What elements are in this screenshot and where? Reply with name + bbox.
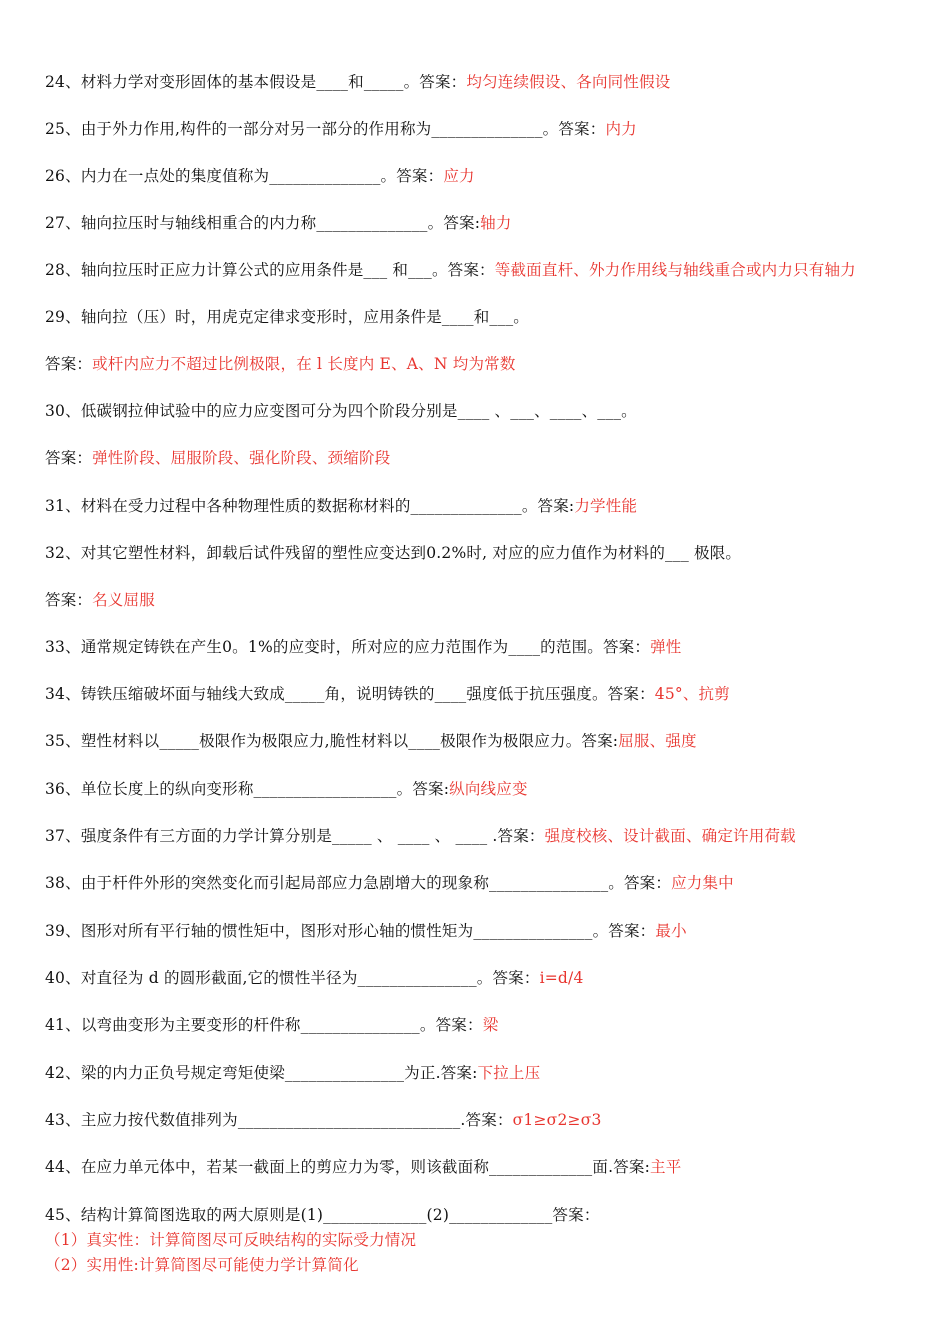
answer-text: 弹性阶段、屈服阶段、强化阶段、颈缩阶段 bbox=[92, 449, 391, 467]
question-text: 37、强度条件有三方面的力学计算分别是_____ 、 ____ 、 ____ .答案： bbox=[45, 827, 545, 845]
answer-label: 答案： bbox=[45, 355, 93, 373]
question-text: 32、对其它塑性材料，卸载后试件残留的塑性应变达到0.2%时, 对应的应力值作为材料的___ 极限。 bbox=[45, 544, 742, 562]
question-24 bbox=[45, 72, 670, 92]
question-41 bbox=[45, 1015, 498, 1035]
question-text: 41、以弯曲变形为主要变形的杆件称_______________。答案： bbox=[45, 1016, 483, 1034]
question-text: 25、由于外力作用,构件的一部分对另一部分的作用称为______________。答案： bbox=[45, 120, 606, 138]
question-text: 31、材料在受力过程中各种物理性质的数据称材料的______________。答案: bbox=[45, 497, 575, 515]
question-text: 43、主应力按代数值排列为____________________________.答案： bbox=[45, 1111, 513, 1129]
question-37 bbox=[45, 826, 796, 846]
question-text: 45、结构计算简图选取的两大原则是(1)_____________(2)_____________答案： bbox=[45, 1206, 600, 1224]
answer-text: 轴力 bbox=[480, 214, 512, 232]
answer-text: 下拉上压 bbox=[477, 1064, 541, 1082]
question-text: 33、通常规定铸铁在产生0。1%的应变时，所对应的应力范围作为____的范围。答案： bbox=[45, 638, 651, 656]
answer-text: （1）真实性：计算简图尽可反映结构的实际受力情况 bbox=[45, 1231, 417, 1249]
question-35 bbox=[45, 731, 697, 751]
question-27 bbox=[45, 213, 512, 233]
question-28 bbox=[45, 260, 856, 280]
question-44 bbox=[45, 1157, 681, 1177]
question-text: 30、低碳钢拉伸试验中的应力应变图可分为四个阶段分别是____ 、___、____、___。 bbox=[45, 402, 637, 420]
question-text: 35、塑性材料以_____极限作为极限应力,脆性材料以____极限作为极限应力。答案: bbox=[45, 732, 619, 750]
answer-text: i=d/4 bbox=[539, 969, 584, 987]
question-text: 40、对直径为 d 的圆形截面,它的惯性半径为_______________。答案： bbox=[45, 969, 540, 987]
answer-30 bbox=[45, 448, 390, 468]
question-25 bbox=[45, 119, 637, 139]
answer-text: 弹性 bbox=[650, 638, 682, 656]
answer-text: 强度校核、设计截面、确定许用荷载 bbox=[544, 827, 796, 845]
question-33 bbox=[45, 637, 681, 657]
answer-text: 应力集中 bbox=[671, 874, 734, 892]
question-40 bbox=[45, 968, 584, 988]
question-text: 27、轴向拉压时与轴线相重合的内力称______________。答案: bbox=[45, 214, 481, 232]
answer-29 bbox=[45, 354, 516, 374]
question-29 bbox=[45, 307, 529, 327]
answer-45-line-1 bbox=[45, 1230, 416, 1250]
answer-text: 等截面直杆、外力作用线与轴线重合或内力只有轴力 bbox=[494, 261, 856, 279]
answer-text: 主平 bbox=[650, 1158, 682, 1176]
question-text: 44、在应力单元体中，若某一截面上的剪应力为零，则该截面称_____________面.答案: bbox=[45, 1158, 651, 1176]
question-text: 24、材料力学对变形固体的基本假设是____和_____。答案： bbox=[45, 73, 467, 91]
question-32 bbox=[45, 543, 741, 563]
answer-text: 纵向线应变 bbox=[449, 780, 528, 798]
question-text: 26、内力在一点处的集度值称为______________。答案： bbox=[45, 167, 444, 185]
answer-text: 45°、抗剪 bbox=[654, 685, 730, 703]
question-text: 28、轴向拉压时正应力计算公式的应用条件是___ 和___。答案： bbox=[45, 261, 495, 279]
answer-label: 答案： bbox=[45, 449, 93, 467]
question-text: 42、梁的内力正负号规定弯矩使梁_______________为正.答案: bbox=[45, 1064, 478, 1082]
answer-text: 力学性能 bbox=[574, 497, 638, 515]
answer-text: 名义屈服 bbox=[92, 591, 155, 609]
question-38 bbox=[45, 873, 734, 893]
answer-text: 梁 bbox=[482, 1016, 499, 1034]
answer-45-line-2 bbox=[45, 1255, 359, 1275]
answer-text: 内力 bbox=[605, 120, 637, 138]
question-43 bbox=[45, 1110, 602, 1130]
question-text: 34、铸铁压缩破坏面与轴线大致成_____角，说明铸铁的____强度低于抗压强度。答案： bbox=[45, 685, 655, 703]
question-text: 36、单位长度上的纵向变形称__________________。答案: bbox=[45, 780, 450, 798]
question-39 bbox=[45, 921, 687, 941]
answer-32 bbox=[45, 590, 155, 610]
question-34 bbox=[45, 684, 730, 704]
answer-text: 屈服、强度 bbox=[618, 732, 697, 750]
question-36 bbox=[45, 779, 528, 799]
answer-text: （2）实用性:计算简图尽可能使力学计算简化 bbox=[45, 1256, 359, 1274]
question-31 bbox=[45, 496, 637, 516]
answer-text: 最小 bbox=[655, 922, 687, 940]
question-45 bbox=[45, 1205, 600, 1225]
question-42 bbox=[45, 1063, 540, 1083]
question-text: 39、图形对所有平行轴的惯性矩中，图形对形心轴的惯性矩为_______________。答案： bbox=[45, 922, 656, 940]
answer-text: 均匀连续假设、各向同性假设 bbox=[466, 73, 671, 91]
answer-label: 答案： bbox=[45, 591, 93, 609]
question-30 bbox=[45, 401, 637, 421]
question-26 bbox=[45, 166, 475, 186]
question-text: 38、由于杆件外形的突然变化而引起局部应力急剧增大的现象称_______________。答案： bbox=[45, 874, 672, 892]
answer-text: σ1≥σ2≥σ3 bbox=[512, 1111, 602, 1129]
question-text: 29、轴向拉（压）时，用虎克定律求变形时，应用条件是____和___。 bbox=[45, 308, 529, 326]
answer-text: 应力 bbox=[443, 167, 475, 185]
answer-text: 或杆内应力不超过比例极限，在 l 长度内 E、A、N 均为常数 bbox=[92, 355, 516, 373]
